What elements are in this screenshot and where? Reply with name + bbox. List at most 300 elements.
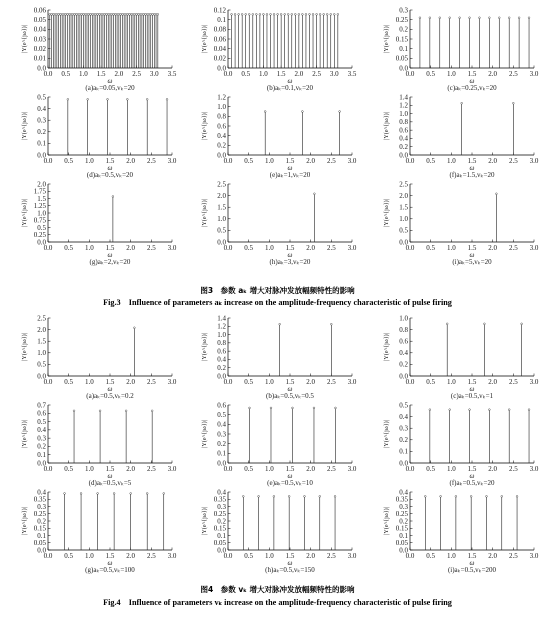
stem-marker [234, 13, 236, 15]
stem-marker [439, 17, 441, 19]
x-tick-label: 2.5 [508, 244, 518, 252]
y-tick-label: 2.0 [399, 191, 408, 200]
stem-marker [112, 196, 114, 198]
stem-marker [97, 493, 99, 495]
y-tick-label: 0.2 [37, 442, 46, 451]
x-tick-label: 2.0 [126, 465, 136, 473]
x-tick-label: 3.0 [347, 378, 357, 386]
y-tick-label: 0.6 [399, 126, 408, 135]
stem-marker [114, 13, 116, 15]
stem-marker [123, 13, 125, 15]
subplot-caption: (f)aₖ=0.5,vₖ=20 [449, 479, 495, 487]
y-tick-label: 0.2 [37, 517, 46, 526]
x-tick-label: 2.0 [488, 378, 498, 386]
y-tick-label: 0.75 [33, 216, 46, 225]
y-tick-label: 1.0 [399, 215, 408, 224]
stem-marker [87, 98, 89, 100]
stem-marker [52, 13, 54, 15]
fig4-caption-cn: 图4 参数 vₖ 增大对脉冲发放幅频特性的影响 [200, 585, 355, 594]
x-tick-label: 1.0 [264, 157, 274, 165]
stem-marker [461, 102, 463, 104]
x-axis-label: ω [287, 251, 293, 259]
x-tick-label: 2.5 [508, 157, 518, 165]
subplot-caption: (d)aₖ=0.5,vₖ=5 [88, 479, 132, 487]
subplot-caption: (d)aₖ=0.5,vₖ=20 [86, 171, 134, 179]
stem-marker [64, 493, 66, 495]
subplot-caption: (i)aₖ=5,vₖ=20 [452, 258, 492, 266]
x-axis-label: ω [107, 77, 113, 85]
chart-5 [383, 93, 539, 179]
y-tick-label: 0.1 [399, 447, 408, 456]
y-tick-label: 0.15 [395, 524, 408, 533]
y-tick-label: 0.35 [395, 495, 408, 504]
y-tick-label: 1.4 [399, 93, 408, 102]
stem-marker [291, 13, 293, 15]
x-tick-label: 2.0 [488, 465, 498, 473]
chart-10 [201, 314, 357, 400]
x-axis-label: ω [107, 472, 113, 480]
x-tick-label: 0.5 [64, 465, 74, 473]
stem-marker [129, 13, 131, 15]
y-tick-label: 0.05 [395, 54, 408, 63]
stem-marker [141, 13, 143, 15]
y-axis-label: |Y(e^{jω})| [202, 112, 208, 140]
subplot-caption: (c)aₖ=0.25,vₖ=20 [447, 84, 497, 92]
subplot-caption: (g)aₖ=2,vₖ=20 [89, 258, 131, 266]
x-tick-label: 1.5 [276, 70, 286, 78]
y-tick-label: 1.0 [399, 109, 408, 118]
y-tick-label: 0.6 [217, 122, 226, 131]
stem-marker [270, 407, 272, 409]
stem-marker [98, 13, 100, 15]
stem-marker [153, 13, 155, 15]
y-tick-label: 0.0 [217, 64, 226, 73]
x-tick-label: 2.0 [306, 552, 316, 560]
x-tick-label: 2.5 [508, 70, 518, 78]
stem-marker [305, 13, 307, 15]
y-tick-label: 0.0 [217, 459, 226, 468]
x-tick-label: 0.5 [426, 157, 436, 165]
y-tick-label: 0.2 [399, 143, 408, 152]
stem-marker [54, 13, 56, 15]
x-tick-label: 1.5 [467, 465, 477, 473]
x-tick-label: 1.0 [84, 157, 94, 165]
stem-marker [446, 323, 448, 325]
y-tick-label: 0.5 [37, 93, 46, 102]
x-tick-label: 0.0 [43, 244, 53, 252]
y-tick-label: 1.4 [217, 314, 226, 323]
stem-marker [258, 495, 260, 497]
subplot-caption: (h)aₖ=3,vₖ=20 [269, 258, 311, 266]
x-tick-label: 2.5 [508, 552, 518, 560]
stem-marker [83, 13, 85, 15]
x-axis-label: ω [469, 472, 475, 480]
stem-marker [75, 13, 77, 15]
stem-marker [326, 13, 328, 15]
x-tick-label: 0.0 [43, 378, 53, 386]
y-tick-label: 0.35 [33, 495, 46, 504]
stem-marker [516, 495, 518, 497]
stem-marker [273, 495, 275, 497]
x-tick-label: 3.0 [347, 465, 357, 473]
x-tick-label: 3.0 [167, 244, 177, 252]
x-tick-label: 2.0 [126, 244, 136, 252]
x-tick-label: 3.0 [529, 378, 539, 386]
y-tick-label: 0.3 [37, 116, 46, 125]
x-tick-label: 1.5 [285, 157, 295, 165]
stem-marker [139, 13, 141, 15]
stem-marker [107, 13, 109, 15]
subplot-caption: (b)aₖ=0.5,vₖ=0.5 [266, 392, 314, 400]
y-tick-label: 0.05 [33, 15, 46, 24]
y-tick-label: 0.25 [395, 15, 408, 24]
y-tick-label: 2.5 [217, 180, 226, 189]
y-axis-label: |Y(e^{jω})| [22, 333, 28, 361]
subplot-caption: (i)aₖ=0.5,vₖ=200 [447, 566, 497, 574]
y-tick-label: 0.06 [33, 6, 46, 15]
stem-marker [449, 409, 451, 411]
stem-marker [330, 323, 332, 325]
stem-marker [501, 495, 503, 497]
stem-marker [330, 13, 332, 15]
stem-marker [313, 407, 315, 409]
stem-marker [440, 495, 442, 497]
stem-marker [484, 323, 486, 325]
x-tick-label: 1.0 [84, 465, 94, 473]
x-tick-label: 0.5 [244, 378, 254, 386]
y-axis-label: |Y(e^{jω})| [202, 333, 208, 361]
chart-17 [383, 488, 539, 574]
stem-marker [319, 495, 321, 497]
y-tick-label: 0.5 [37, 360, 46, 369]
y-tick-label: 0.6 [399, 337, 408, 346]
chart-11 [383, 314, 539, 400]
x-axis-label: ω [469, 251, 475, 259]
y-tick-label: 0.05 [213, 539, 226, 548]
y-tick-label: 0.2 [217, 517, 226, 526]
stem-marker [323, 13, 325, 15]
x-tick-label: 0.0 [223, 157, 233, 165]
stem-marker [528, 409, 530, 411]
x-tick-label: 1.0 [264, 465, 274, 473]
x-tick-label: 1.5 [105, 157, 115, 165]
x-tick-label: 1.5 [105, 465, 115, 473]
stem-marker [459, 17, 461, 19]
y-tick-label: 1.2 [217, 93, 226, 102]
y-tick-label: 1.5 [37, 194, 46, 203]
x-tick-label: 1.5 [285, 465, 295, 473]
stem-marker [319, 13, 321, 15]
y-axis-label: |Y(e^{jω})| [22, 112, 28, 140]
y-tick-label: 0.4 [399, 349, 408, 358]
x-tick-label: 0.5 [61, 70, 71, 78]
stem-marker [252, 13, 254, 15]
y-tick-label: 0.25 [33, 510, 46, 519]
x-tick-label: 0.0 [223, 465, 233, 473]
x-tick-label: 1.5 [467, 552, 477, 560]
stem-marker [518, 17, 520, 19]
x-tick-label: 2.5 [326, 465, 336, 473]
stem-marker [146, 98, 148, 100]
y-tick-label: 0.2 [399, 25, 408, 34]
stem-marker [245, 13, 247, 15]
y-axis-label: |Y(e^{jω})| [22, 507, 28, 535]
y-tick-label: 0.6 [217, 347, 226, 356]
x-tick-label: 3.0 [347, 244, 357, 252]
chart-4 [201, 93, 357, 179]
stem-marker [488, 409, 490, 411]
y-axis-label: |Y(e^{jω})| [384, 25, 390, 53]
x-tick-label: 0.5 [241, 70, 251, 78]
y-tick-label: 1.75 [33, 187, 46, 196]
y-tick-label: 0.03 [33, 35, 46, 44]
chart-16 [201, 488, 357, 574]
y-tick-label: 0.0 [37, 64, 46, 73]
y-tick-label: 1.5 [37, 337, 46, 346]
y-tick-label: 2.0 [37, 325, 46, 334]
y-tick-label: 0.1 [217, 15, 226, 24]
x-tick-label: 2.0 [126, 552, 136, 560]
y-tick-label: 0.4 [217, 420, 226, 429]
stem-marker [339, 111, 341, 113]
x-tick-label: 3.0 [167, 157, 177, 165]
subplot-caption: (g)aₖ=0.5,vₖ=100 [85, 566, 135, 574]
y-tick-label: 0.2 [217, 439, 226, 448]
stem-marker [287, 13, 289, 15]
stem-marker [263, 13, 265, 15]
stem-marker [84, 13, 86, 15]
stem-marker [424, 495, 426, 497]
x-tick-label: 0.5 [244, 157, 254, 165]
y-tick-label: 0.0 [399, 238, 408, 247]
x-tick-label: 2.5 [326, 552, 336, 560]
stem-marker [88, 13, 90, 15]
stem-marker [521, 323, 523, 325]
stem-marker [273, 13, 275, 15]
stem-marker [298, 13, 300, 15]
y-tick-label: 1.0 [217, 330, 226, 339]
stem-marker [155, 13, 157, 15]
subplot-caption: (e)aₖ=1,vₖ=20 [269, 171, 311, 179]
stem-marker [70, 13, 72, 15]
stem-marker [130, 493, 132, 495]
stem-marker [279, 323, 281, 325]
x-axis-label: ω [107, 559, 113, 567]
stem-marker [313, 193, 315, 195]
y-axis-label: |Y(e^{jω})| [384, 333, 390, 361]
y-tick-label: 0.0 [37, 372, 46, 381]
x-tick-label: 0.5 [64, 157, 74, 165]
stem-marker [316, 13, 318, 15]
y-tick-label: 0.15 [213, 524, 226, 533]
x-tick-label: 1.0 [79, 70, 88, 78]
stem-marker [259, 13, 261, 15]
y-axis-label: |Y(e^{jω})| [202, 25, 208, 53]
chart-7 [201, 180, 357, 266]
fig3-caption-cn: 图3 参数 aₖ 增大对脉冲发放幅频特性的影响 [200, 286, 355, 295]
x-tick-label: 1.0 [446, 70, 456, 78]
x-tick-label: 3.0 [347, 157, 357, 165]
chart-15 [21, 488, 177, 574]
x-tick-label: 0.0 [43, 157, 53, 165]
stem-marker [469, 409, 471, 411]
y-tick-label: 0.8 [217, 339, 226, 348]
x-axis-label: ω [107, 164, 113, 172]
x-tick-label: 0.5 [426, 70, 436, 78]
stem-marker [292, 407, 294, 409]
y-tick-label: 0.0 [399, 546, 408, 555]
stem-marker [469, 17, 471, 19]
y-tick-label: 2.5 [37, 314, 46, 323]
stem-marker [113, 13, 115, 15]
x-tick-label: 2.5 [326, 244, 336, 252]
x-tick-label: 1.5 [285, 552, 295, 560]
x-tick-label: 2.5 [146, 378, 156, 386]
stem-marker [136, 13, 138, 15]
x-tick-label: 3.0 [167, 552, 177, 560]
stem-marker [63, 13, 65, 15]
y-tick-label: 0.12 [213, 6, 226, 15]
stem-marker [284, 13, 286, 15]
x-tick-label: 3.0 [529, 465, 539, 473]
y-tick-label: 0.4 [399, 134, 408, 143]
y-tick-label: 0.0 [37, 459, 46, 468]
stem-marker [120, 13, 122, 15]
y-tick-label: 0.3 [217, 430, 226, 439]
x-tick-label: 2.0 [114, 70, 124, 78]
x-axis-label: ω [287, 77, 293, 85]
y-axis-label: |Y(e^{jω})| [22, 25, 28, 53]
fig4-caption-en: Fig.4 Influence of parameters vₖ increase on the amplitude-frequency characteristic of pulse firing [103, 598, 452, 607]
x-tick-label: 2.5 [508, 378, 518, 386]
y-tick-label: 0.0 [399, 459, 408, 468]
stem-marker [264, 111, 266, 113]
stem-marker [137, 13, 139, 15]
y-tick-label: 0.2 [217, 141, 226, 150]
y-tick-label: 0.3 [217, 502, 226, 511]
stem-marker [67, 13, 69, 15]
subplot-caption: (a)aₖ=0.05,vₖ=20 [85, 84, 135, 92]
stem-marker [127, 13, 129, 15]
x-axis-label: ω [469, 77, 475, 85]
y-tick-label: 0.0 [37, 238, 46, 247]
y-tick-label: 0.2 [399, 360, 408, 369]
stem-marker [498, 17, 500, 19]
y-tick-label: 0.08 [213, 25, 226, 34]
x-tick-label: 0.0 [405, 157, 415, 165]
x-tick-label: 1.0 [446, 378, 456, 386]
y-tick-label: 0.3 [37, 502, 46, 511]
x-tick-label: 2.5 [312, 70, 321, 78]
y-tick-label: 0.4 [217, 488, 226, 497]
stem-marker [508, 409, 510, 411]
y-tick-label: 0.6 [217, 401, 226, 410]
x-tick-label: 3.5 [347, 70, 357, 78]
y-tick-label: 0.06 [213, 35, 226, 44]
x-tick-label: 1.0 [446, 552, 456, 560]
stem-marker [116, 13, 118, 15]
stem-marker [248, 13, 250, 15]
x-tick-label: 2.5 [146, 552, 156, 560]
stem-marker [231, 13, 233, 15]
stem-marker [288, 495, 290, 497]
stem-marker [106, 13, 108, 15]
y-tick-label: 0.04 [33, 25, 46, 34]
stem-marker [113, 493, 115, 495]
stem-marker [479, 17, 481, 19]
stem-marker [150, 13, 152, 15]
y-tick-label: 0.5 [399, 401, 408, 410]
y-tick-label: 0.4 [399, 488, 408, 497]
y-tick-label: 0.8 [399, 118, 408, 127]
x-tick-label: 1.0 [84, 378, 94, 386]
x-tick-label: 1.5 [467, 378, 477, 386]
stem-marker [470, 495, 472, 497]
x-tick-label: 0.0 [223, 378, 233, 386]
x-tick-label: 1.0 [446, 157, 456, 165]
stem-marker [238, 13, 240, 15]
x-tick-label: 1.0 [264, 244, 274, 252]
y-tick-label: 1.0 [217, 215, 226, 224]
x-tick-label: 3.0 [529, 244, 539, 252]
stem-marker [118, 13, 120, 15]
y-tick-label: 0.0 [217, 546, 226, 555]
stem-marker [90, 13, 92, 15]
y-axis-label: |Y(e^{jω})| [384, 199, 390, 227]
x-tick-label: 2.5 [326, 378, 336, 386]
x-tick-label: 1.5 [467, 244, 477, 252]
y-tick-label: 0.0 [37, 546, 46, 555]
chart-13 [201, 401, 357, 487]
y-tick-label: 0.1 [37, 139, 46, 148]
stem-marker [72, 13, 74, 15]
y-tick-label: 1.25 [33, 202, 46, 211]
y-tick-label: 0.5 [37, 417, 46, 426]
stem-marker [449, 17, 451, 19]
stem-marker [163, 493, 165, 495]
stem-marker [337, 13, 339, 15]
y-tick-label: 0.0 [399, 151, 408, 160]
stem-marker [455, 495, 457, 497]
stem-marker [73, 410, 75, 412]
stem-marker [111, 13, 113, 15]
chart-14 [383, 401, 539, 487]
stem-marker [65, 13, 67, 15]
y-axis-label: |Y(e^{jω})| [384, 507, 390, 535]
x-tick-label: 2.0 [126, 378, 136, 386]
stem-marker [143, 13, 145, 15]
stem-marker [74, 13, 76, 15]
x-tick-label: 0.0 [405, 70, 415, 78]
x-tick-label: 1.5 [285, 378, 295, 386]
stem-marker [249, 407, 251, 409]
x-tick-label: 3.0 [167, 465, 177, 473]
stem-marker [495, 193, 497, 195]
stem-marker [512, 102, 514, 104]
x-tick-label: 0.0 [223, 70, 233, 78]
x-tick-label: 0.5 [426, 378, 436, 386]
stem-marker [126, 98, 128, 100]
x-axis-label: ω [469, 559, 475, 567]
y-tick-label: 0.0 [399, 372, 408, 381]
x-tick-label: 3.0 [167, 378, 177, 386]
x-tick-label: 2.0 [488, 70, 498, 78]
x-tick-label: 0.5 [426, 552, 436, 560]
x-axis-label: ω [107, 251, 113, 259]
x-tick-label: 2.0 [306, 465, 316, 473]
chart-3 [21, 93, 177, 179]
stem-marker [302, 13, 304, 15]
